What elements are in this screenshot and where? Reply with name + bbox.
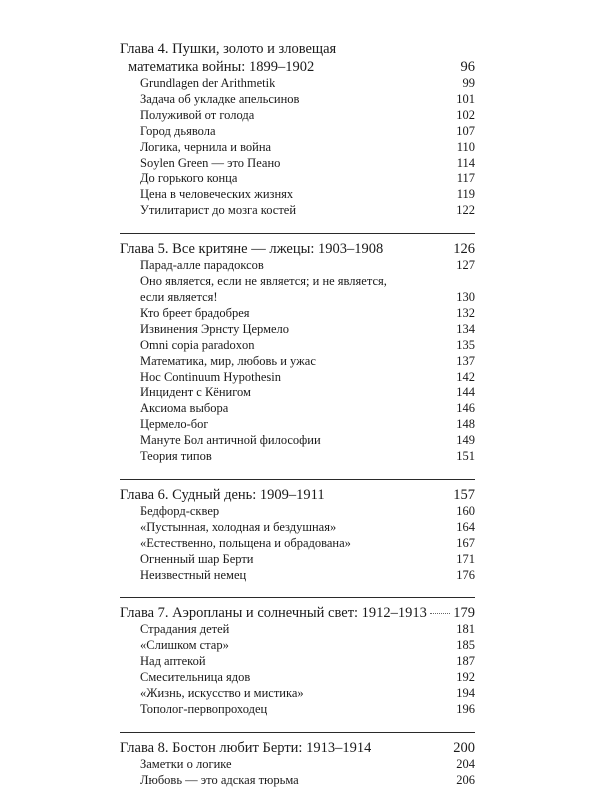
chapter-page-number: 157 (453, 486, 475, 503)
section-row (120, 92, 475, 108)
section-title: Задача об укладке апельсинов (140, 91, 300, 106)
section-title: Тополог-первопроходец (140, 702, 268, 716)
section-title: Парад-алле парадоксов (140, 258, 264, 273)
section-page-number: 167 (456, 535, 475, 550)
leader (302, 783, 450, 784)
section-page-number: 137 (456, 353, 475, 368)
section-row (120, 124, 475, 140)
section-row (120, 757, 475, 773)
section-page-number: 107 (456, 123, 475, 138)
section-title: Цена в человеческих жизнях (140, 187, 294, 202)
leader (253, 316, 450, 317)
leader (270, 712, 450, 713)
chapter-title-row (120, 40, 475, 58)
section-row (120, 520, 475, 536)
section-page-number: 148 (456, 417, 475, 432)
section-row (120, 258, 475, 274)
section-page-number: 194 (456, 686, 475, 701)
section-row (120, 203, 475, 219)
section-page-number: 114 (456, 155, 475, 170)
chapter-title: Глава 8. Бостон любит Берти: 1913–1914 (120, 739, 372, 756)
chapter-page-number: 179 (453, 605, 475, 622)
section-page-number: 181 (456, 622, 475, 637)
chapter-title: Глава 4. Пушки, золото и зловещая (120, 41, 337, 57)
section-title: Над аптекой (140, 654, 206, 669)
chapter-title: Глава 5. Все критяне — лжецы: 1903–1908 (120, 241, 384, 258)
section-row (120, 773, 475, 789)
leader (274, 150, 450, 151)
section-title: Цермело-бог (140, 417, 209, 432)
section-row (120, 290, 475, 306)
leader (324, 443, 450, 444)
leader (240, 181, 450, 182)
section-row (120, 670, 475, 686)
section-row (120, 306, 475, 322)
leader (307, 696, 450, 697)
section-page-number: 164 (456, 519, 475, 534)
section-row (120, 140, 475, 156)
leader (302, 102, 450, 103)
leader (278, 86, 450, 87)
section-page-number: 144 (456, 385, 475, 400)
chapter-block (120, 40, 475, 219)
section-row (120, 504, 475, 520)
leader (319, 364, 450, 365)
section-page-number: 117 (456, 171, 475, 186)
section-row (120, 156, 475, 172)
leader (231, 411, 450, 412)
section-page-number: 101 (456, 91, 475, 106)
leader (386, 252, 450, 253)
chapter-title-row (120, 604, 475, 622)
leader (232, 648, 450, 649)
section-page-number: 160 (456, 503, 475, 518)
chapter-page-number: 200 (453, 739, 475, 756)
leader (317, 70, 450, 71)
section-page-number: 99 (462, 76, 475, 90)
leader (390, 284, 450, 285)
section-title: «Жизнь, искусство и мистика» (140, 686, 304, 701)
section-row (120, 417, 475, 433)
chapter-title: математика войны: 1899–1902 (128, 59, 315, 75)
section-row (120, 449, 475, 465)
section-title: Hoc Continuum Hypothesin (140, 369, 281, 384)
chapter-title: Глава 7. Аэропланы и солнечный свет: 1912–1913 (120, 605, 427, 622)
section-row (120, 385, 475, 401)
leader (254, 395, 450, 396)
section-title: Математика, мир, любовь и ужас (140, 353, 316, 368)
leader (249, 578, 450, 579)
section-row (120, 76, 475, 92)
section-row (120, 338, 475, 354)
leader (299, 213, 450, 214)
section-title: Смесительница ядов (140, 670, 251, 685)
section-page-number: 132 (456, 305, 475, 320)
section-row (120, 622, 475, 638)
leader (232, 632, 450, 633)
section-page-number: 206 (456, 772, 475, 787)
chapter-title-row (120, 739, 475, 757)
chapter-title: Глава 6. Судный день: 1909–1911 (120, 486, 325, 503)
section-title: Город дьявола (140, 123, 216, 138)
leader (257, 118, 450, 119)
section-page-number: 176 (456, 567, 475, 582)
leader (284, 380, 450, 381)
section-row (120, 354, 475, 370)
leader (339, 530, 450, 531)
section-title: «Слишком стар» (140, 638, 229, 653)
chapter-page-number: 126 (453, 241, 475, 258)
section-title: Omni copia paradoxon (140, 337, 255, 352)
section-title: Кто бреет брадобрея (140, 305, 250, 320)
section-title: Любовь — это адская тюрьма (140, 772, 299, 787)
leader (267, 268, 450, 269)
section-page-number: 142 (456, 369, 475, 384)
leader (257, 562, 451, 563)
section-page-number: 102 (456, 107, 475, 122)
section-page-number: 130 (456, 289, 475, 304)
chapter-block (120, 479, 475, 584)
leader (209, 664, 450, 665)
chapter-title-row (120, 486, 475, 504)
section-title: Извинения Эрнсту Цермело (140, 321, 290, 336)
section-title: Утилитарист до мозга костей (140, 203, 297, 218)
section-row (120, 568, 475, 584)
section-row (120, 171, 475, 187)
chapter-page-number: 96 (460, 59, 475, 75)
section-page-number: 134 (456, 321, 475, 336)
section-title: Теория типов (140, 449, 212, 464)
leader (211, 427, 450, 428)
leader (430, 613, 450, 614)
section-page-number: 171 (456, 551, 475, 566)
leader (296, 197, 450, 198)
section-page-number: 119 (456, 187, 475, 202)
leader (292, 332, 450, 333)
leader (219, 134, 450, 135)
section-title: «Пустынная, холодная и бездушная» (140, 519, 337, 534)
leader (222, 514, 450, 515)
section-title: Soylen Green — это Пеано (140, 155, 281, 170)
section-page-number: 135 (456, 337, 475, 352)
section-row (120, 108, 475, 124)
section-title: Оно является, если не является; и не является, (140, 274, 387, 289)
section-title: Неизвестный немец (140, 567, 247, 582)
section-row (120, 187, 475, 203)
section-page-number: 122 (456, 203, 475, 218)
section-row (120, 552, 475, 568)
section-title: Мануте Бол античной философии (140, 433, 321, 448)
section-title: Бедфорд-сквер (140, 503, 220, 518)
section-row (120, 702, 475, 718)
section-title: «Естественно, польщена и обрадована» (140, 535, 351, 550)
chapter-title-row (120, 58, 475, 76)
chapter-block (120, 233, 475, 465)
section-page-number: 151 (456, 449, 475, 464)
chapter-title-row (120, 240, 475, 258)
table-of-contents (120, 40, 475, 803)
section-title: Страдания детей (140, 622, 230, 637)
chapter-block (120, 732, 475, 789)
section-row (120, 274, 475, 290)
section-title: если является! (140, 289, 218, 304)
section-page-number: 196 (456, 702, 475, 716)
section-title: Огненный шар Берти (140, 551, 254, 566)
section-page-number: 149 (456, 433, 475, 448)
section-page-number: 146 (456, 401, 475, 416)
section-page-number: 110 (456, 139, 475, 154)
section-row (120, 322, 475, 338)
leader (215, 459, 450, 460)
leader (328, 498, 450, 499)
section-title: Заметки о логике (140, 756, 232, 771)
leader (235, 767, 450, 768)
leader (253, 680, 450, 681)
section-title: Логика, чернила и война (140, 139, 272, 154)
section-row (120, 686, 475, 702)
section-page-number: 187 (456, 654, 475, 669)
section-page-number: 185 (456, 638, 475, 653)
leader (283, 166, 450, 167)
leader (354, 546, 450, 547)
section-row (120, 536, 475, 552)
section-row (120, 401, 475, 417)
section-row (120, 370, 475, 386)
section-page-number: 127 (456, 258, 475, 273)
section-title: Полуживой от голода (140, 107, 255, 122)
section-page-number: 192 (456, 670, 475, 685)
section-title: Инцидент с Кёнигом (140, 385, 251, 400)
section-title: До горького конца (140, 171, 238, 186)
section-row (120, 433, 475, 449)
section-title: Grundlagen der Arithmetik (140, 76, 276, 90)
leader (221, 300, 450, 301)
section-title: Аксиома выбора (140, 401, 229, 416)
section-row (120, 638, 475, 654)
section-row (120, 654, 475, 670)
leader (374, 751, 450, 752)
chapter-block (120, 597, 475, 717)
section-page-number: 204 (456, 756, 475, 771)
leader (258, 348, 450, 349)
